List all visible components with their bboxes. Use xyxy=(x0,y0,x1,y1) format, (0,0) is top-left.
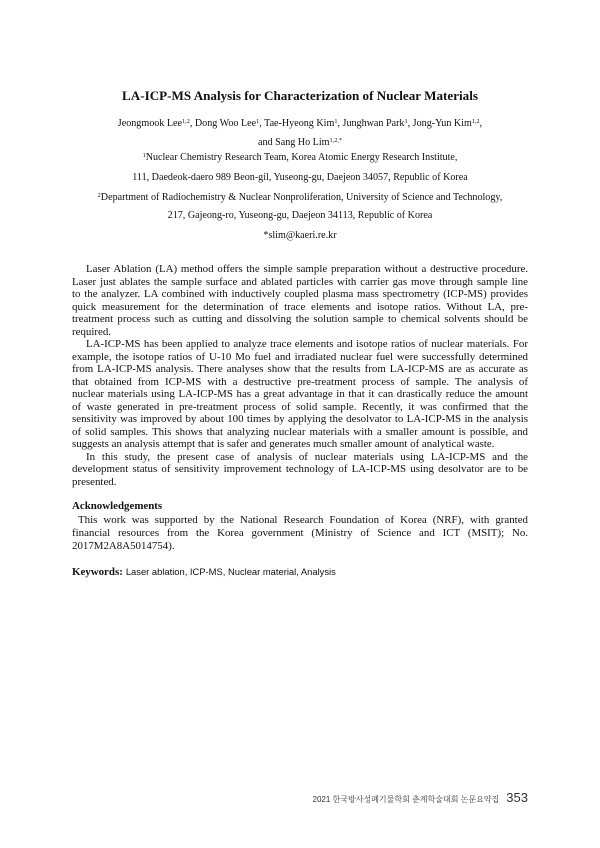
corresponding-email: *slim@kaeri.re.kr xyxy=(263,230,337,241)
author-separator: , xyxy=(407,118,411,129)
abstract-line: of solid samples. This shows that analyzing nuclear materials with a smaller amount is possible, and xyxy=(72,425,528,438)
author-affiliation-sup: 1,2 xyxy=(471,117,480,125)
abstract-line: nuclear materials using LA-ICP-MS has a great advantage in that it can drastically reduce the amount xyxy=(72,388,528,400)
corresponding-author-name: Sang Ho Lim xyxy=(275,137,330,148)
abstract-line: example, the isotope ratios of U-10 Mo fuel and irradiated nuclear fuel were successfully determined xyxy=(72,350,528,363)
abstract-line: from LA-ICP-MS analysis. There analyses show that the results from LA-ICP-MS are as accurate as xyxy=(72,363,528,375)
author-affiliation-sup: 1 xyxy=(404,117,408,125)
abstract-line: required. xyxy=(72,325,112,338)
affiliation-sup: 1 xyxy=(142,151,146,159)
author-affiliation-sup: 1 xyxy=(334,117,338,125)
affiliation-text: Department of Radiochemistry & Nuclear Nonproliferation, University of Science and Technology, xyxy=(100,192,503,203)
abstract-paragraph-1 xyxy=(72,263,528,338)
affiliation-1-line-1 xyxy=(0,151,600,165)
author-line-2 xyxy=(0,136,600,150)
acknowledgements-line: financial resources from the Korea government (Ministry of Science and ICT (MSIT); No. xyxy=(72,527,528,539)
page-footer xyxy=(313,790,528,805)
author-name: Jong-Yun Kim xyxy=(412,118,472,129)
affiliation-2-line-1 xyxy=(0,191,600,205)
abstract-line: LA-ICP-MS has been applied to analyze trace elements and isotope ratios of nuclear materials. For xyxy=(86,338,528,350)
abstract-paragraph-3 xyxy=(72,451,528,489)
author-separator: , xyxy=(479,118,483,129)
author-affiliation-sup: 1,2,* xyxy=(329,136,342,144)
abstract-paragraph-2 xyxy=(72,338,528,451)
acknowledgements-heading: Acknowledgements xyxy=(72,500,163,512)
keywords-label: Keywords: xyxy=(72,566,123,578)
abstract-line: of waste generated in pre-treatment process of solid sample. Recently, it was confirmed that the xyxy=(72,400,528,413)
author-separator: , xyxy=(337,118,340,129)
abstract-line: In this study, the present case of analysis of nuclear materials using LA-ICP-MS and the xyxy=(86,450,528,463)
abstract-line: presented. xyxy=(72,475,117,488)
author-separator: , xyxy=(259,118,262,129)
abstract-line: to the analyzer. LA combined with inductively coupled plasma mass spectrometry (ICP-MS) provides xyxy=(72,288,528,300)
author-affiliation-sup: 1,2 xyxy=(182,117,190,125)
author-name: Tae-Hyeong Kim xyxy=(264,118,335,129)
affiliation-sup: 2 xyxy=(97,191,101,199)
abstract-line: development status of sensitivity improvement technology of LA-ICP-MS using desolvator are to be xyxy=(72,463,528,475)
abstract-line: quick measurement for the determination of trace elements and isotope ratios. Without LA, pre- xyxy=(72,300,528,313)
author-name: Junghwan Park xyxy=(342,118,405,129)
affiliation-text: Nuclear Chemistry Research Team, Korea Atomic Energy Research Institute, xyxy=(145,152,458,163)
keywords xyxy=(72,564,336,579)
paper-title: LA-ICP-MS Analysis for Characterization of Nuclear Materials xyxy=(122,88,478,103)
page-number: 353 xyxy=(506,790,528,805)
acknowledgements-line: This work was supported by the National Research Foundation of Korea (NRF), with granted xyxy=(78,514,528,526)
proceedings-title: 2021 한국방사성폐기물학회 춘계학술대회 논문요약집 xyxy=(312,795,500,804)
acknowledgements-body xyxy=(72,514,528,553)
abstract-body xyxy=(72,263,528,488)
author-conjunction: and xyxy=(257,137,273,148)
abstract-line: sensitivity was improved by about 100 times by applying the desolvator to LA-ICP-MS in the analysis xyxy=(72,413,528,425)
abstract-line: Laser just ablates the sample surface and ablated particles with carrier gas move through sample line xyxy=(72,275,528,288)
author-separator: , xyxy=(189,118,193,129)
affiliation-1-line-2: 111, Daedeok-daero 989 Beon-gil, Yuseong-gu, Daejeon 34057, Republic of Korea xyxy=(132,172,468,183)
abstract-line: treatment process such as cutting and dissolving the solution sample to chemical solvents should be xyxy=(72,313,528,325)
affiliation-2-line-2: 217, Gajeong-ro, Yuseong-gu, Daejeon 34113, Republic of Korea xyxy=(167,210,433,221)
author-name: Jeongmook Lee xyxy=(117,118,182,129)
abstract-line: Laser Ablation (LA) method offers the simple sample preparation without a destructive procedure. xyxy=(86,263,528,275)
abstract-line: suggests an analysis attempt that is safer and generates much smaller amount of analytical waste. xyxy=(72,438,495,450)
author-affiliation-sup: 1 xyxy=(256,117,260,125)
keywords-text: Laser ablation, ICP-MS, Nuclear material, Analysis xyxy=(125,566,336,577)
author-line-1 xyxy=(0,117,600,131)
acknowledgements-line: 2017M2A8A5014754). xyxy=(72,540,175,552)
abstract-line: that obtained from ICP-MS with a destructive pre-treatment process of sample. The analysis of xyxy=(72,375,528,388)
author-name: Dong Woo Lee xyxy=(194,118,257,129)
